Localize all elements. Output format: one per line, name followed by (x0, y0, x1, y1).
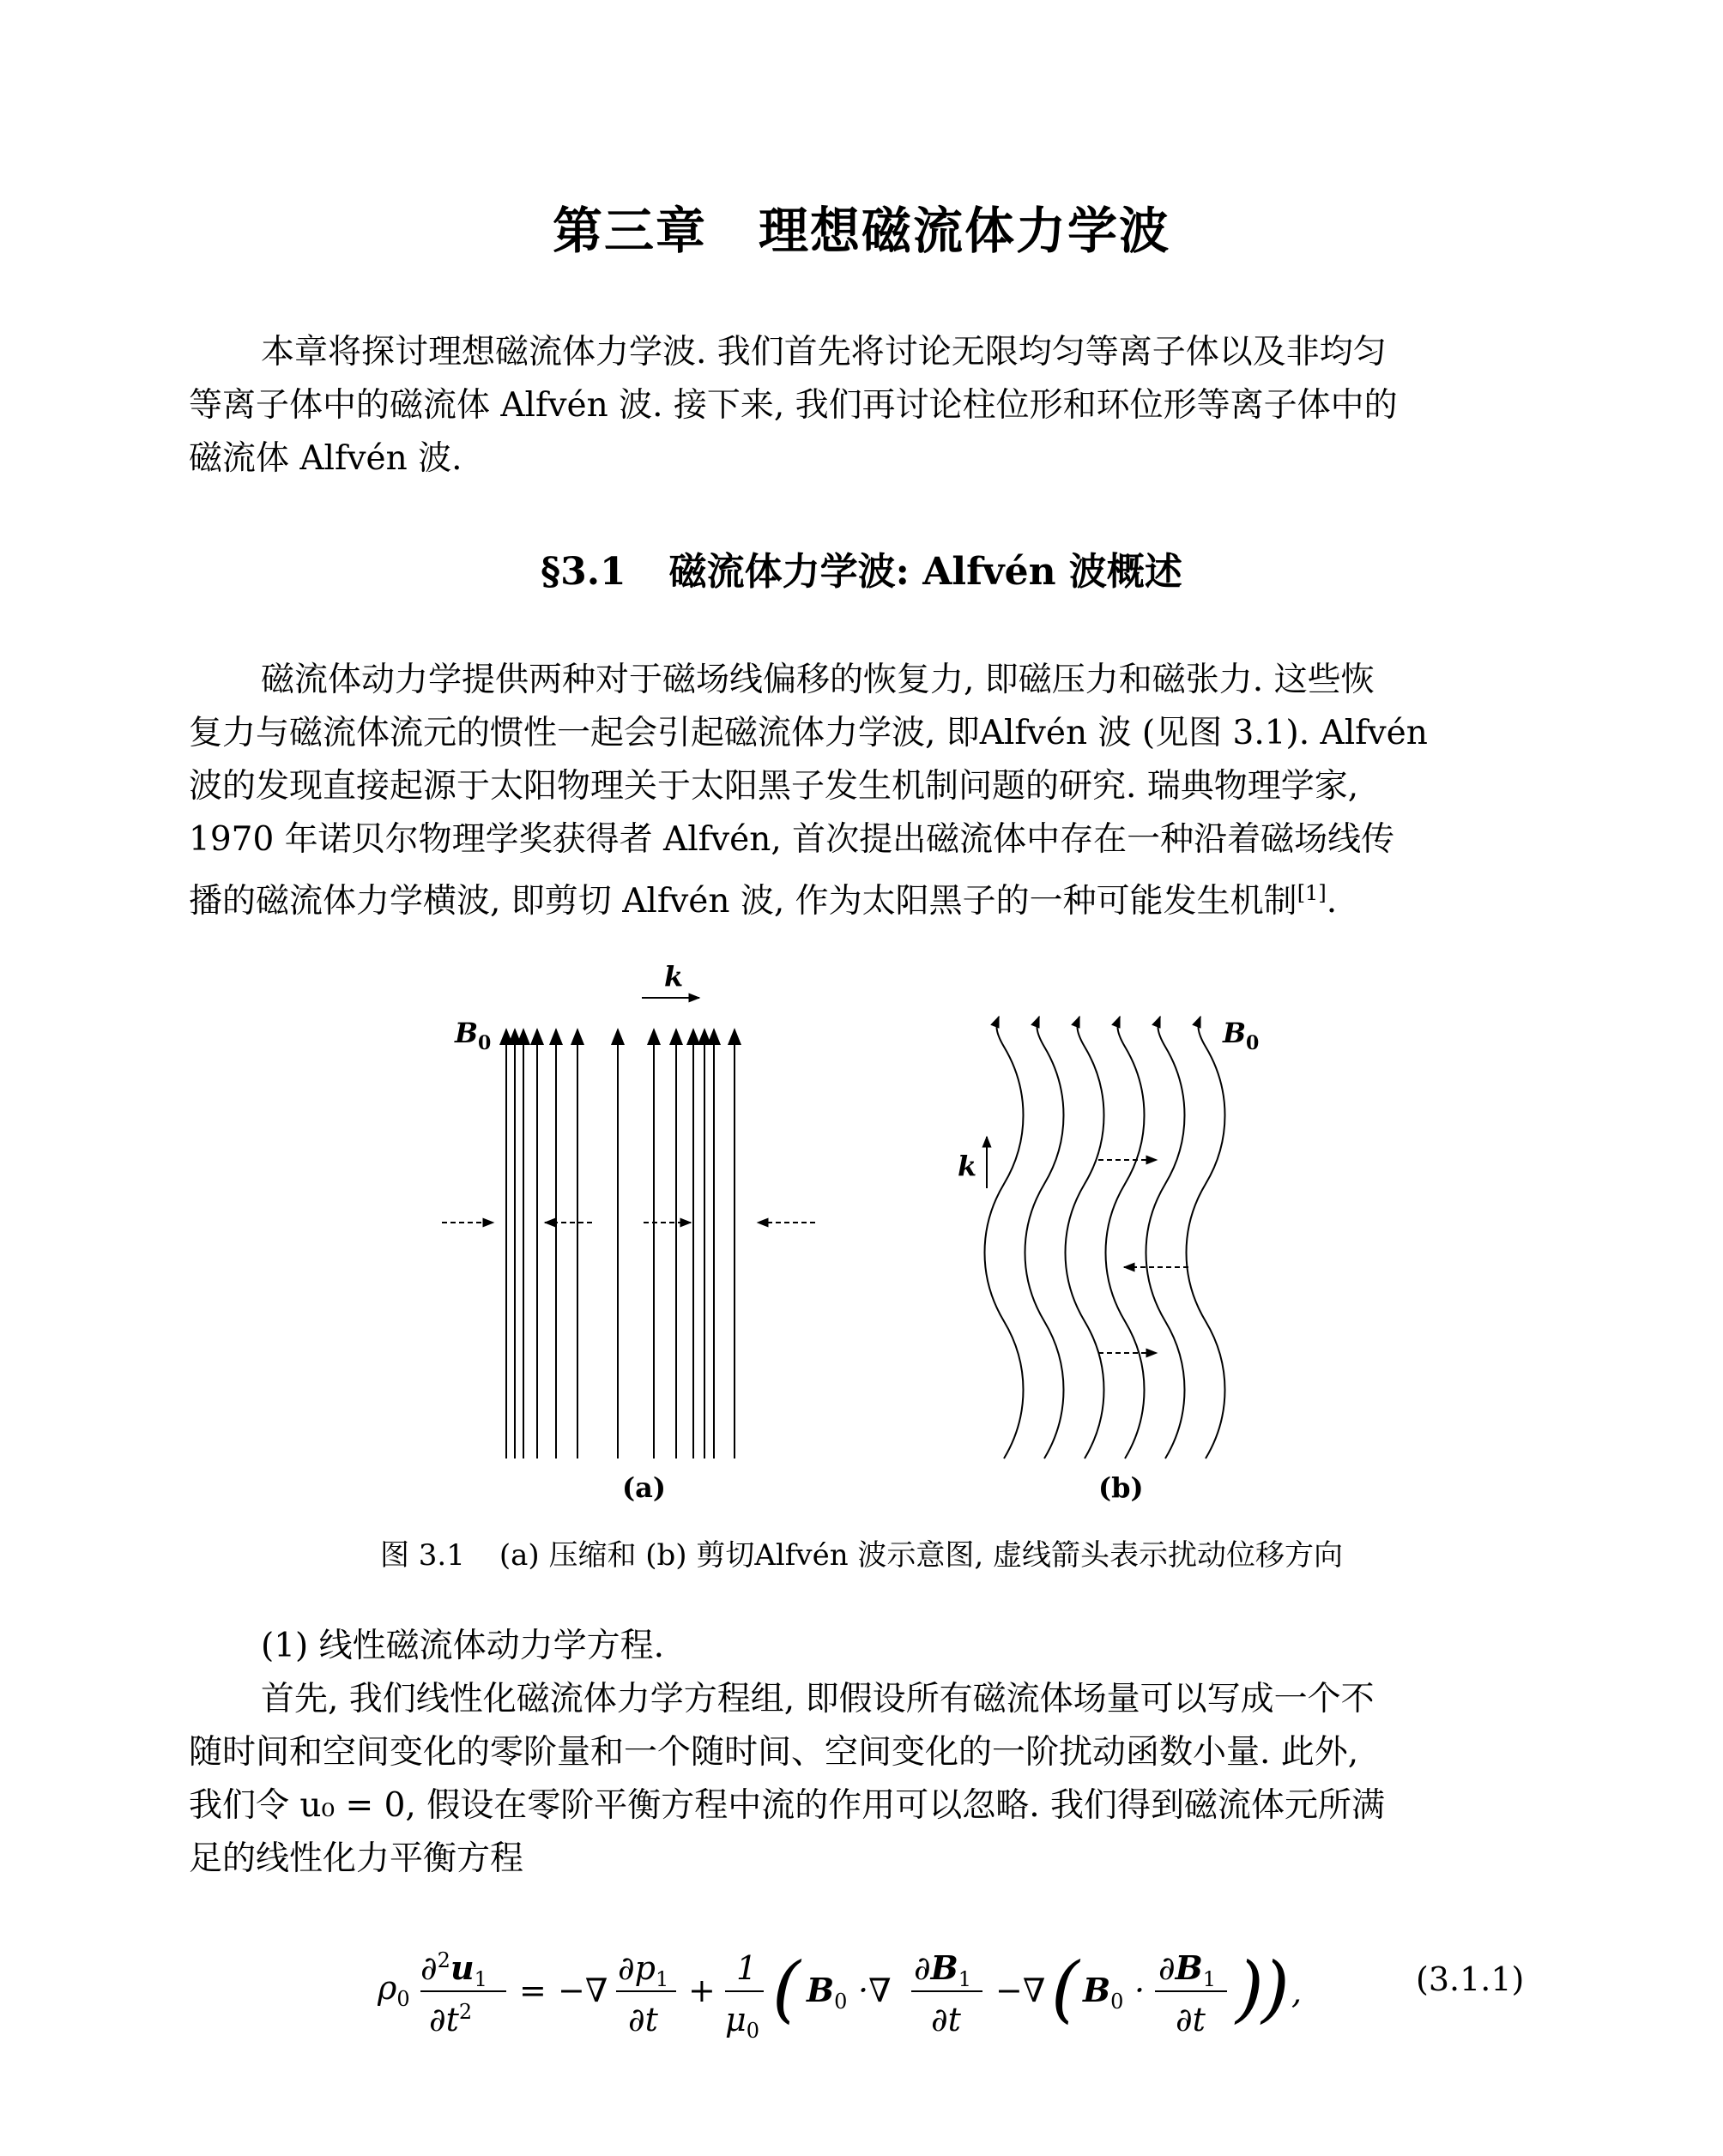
wavy-field-line (1146, 1017, 1185, 1458)
subsection-heading: (1) 线性磁流体动力学方程. (261, 1627, 665, 1665)
caption-text: (a) 压缩和 (b) 剪切Alfvén 波示意图, 虚线箭头表示扰动位移方向 (499, 1538, 1344, 1573)
chapter-title (0, 190, 1723, 263)
intro-line: 本章将探讨理想磁流体力学波. 我们首先将讨论无限均匀等离子体以及非均匀 (261, 333, 1387, 371)
svg-text:): ) (1261, 1947, 1290, 2031)
panel-b-label: (b) (1098, 1471, 1144, 1504)
svg-text:∂2u1: $\partial^2u_1$ (420, 1948, 487, 1991)
paragraph-line: 复力与磁流体流元的惯性一起会引起磁流体力学波, 即Alfvén 波 (见图 3.1). Alfvén (189, 714, 1428, 752)
b0-label-a: $B_0$ (455, 1017, 492, 1054)
svg-text:∂t: ∂t (628, 2001, 658, 2038)
svg-text:·: · (1134, 1972, 1146, 2009)
svg-text:∂B1: $\partial B_1$ (1158, 1948, 1217, 1991)
chapter-label: 第三章 (552, 202, 707, 260)
panel-b-k-arrow (958, 1137, 987, 1188)
equation-number: (3.1.1) (1416, 1960, 1525, 1998)
panel-a (506, 1030, 735, 1458)
citation: [1] (1297, 881, 1327, 905)
section-title (0, 541, 1723, 595)
svg-text:−∇: −∇ (558, 1972, 608, 2009)
paragraph-line: 足的线性化力平衡方程 (189, 1839, 524, 1878)
paragraph-line: 1970 年诺贝尔物理学奖获得者 Alfvén, 首次提出磁流体中存在一种沿着磁场线传 (189, 820, 1395, 859)
svg-text:+: + (688, 1972, 716, 2009)
svg-text:∂t: ∂t (1176, 2001, 1206, 2038)
figure-3-1 (412, 948, 1287, 1514)
k-label-a: k (664, 960, 684, 993)
intro-line: 磁流体 Alfvén 波. (189, 439, 462, 478)
paragraph-line-text: 播的磁流体力学横波, 即剪切 Alfvén 波, 作为太阳黑子的一种可能发生机制 (189, 882, 1297, 921)
svg-text:=: = (519, 1972, 547, 2009)
svg-text:(: ( (1051, 1947, 1079, 2031)
k-label-b: k (958, 1150, 977, 1182)
wavy-field-line (1025, 1017, 1064, 1458)
intro-line: 等离子体中的磁流体 Alfvén 波. 接下来, 我们再讨论柱位形和环位形等离子体中的 (189, 386, 1398, 425)
svg-text:−∇: −∇ (995, 1972, 1046, 2009)
svg-text:∂B1: $\partial B_1$ (914, 1948, 972, 1991)
svg-text:·∇: ·∇ (858, 1972, 892, 2009)
svg-text:∂t2: $\partial t^2$ (429, 2000, 473, 2038)
paragraph-line (189, 867, 1517, 928)
paragraph-line: 波的发现直接起源于太阳物理关于太阳黑子发生机制问题的研究. 瑞典物理学家, (189, 767, 1359, 806)
paragraph-line: 我们令 u₀ = 0, 假设在零阶平衡方程中流的作用可以忽略. 我们得到磁流体元所满 (189, 1786, 1386, 1825)
panel-a-label: (a) (622, 1471, 667, 1504)
paragraph-line: 首先, 我们线性化磁流体力学方程组, 即假设所有磁流体场量可以写成一个不 (261, 1680, 1375, 1718)
paragraph-line: 随时间和空间变化的零阶量和一个随时间、空间变化的一阶扰动函数小量. 此外, (189, 1733, 1359, 1772)
caption-number: 图 3.1 (379, 1538, 465, 1573)
svg-text:ρ0: $\rho_0$ (378, 1969, 410, 2011)
svg-text:B0: $B_0$ (807, 1971, 848, 2014)
svg-text:∂p1: $\partial p_1$ (618, 1949, 669, 1991)
b0-label-b: $B_0$ (1223, 1017, 1260, 1054)
panel-b (985, 1017, 1225, 1458)
wavy-field-line (985, 1017, 1024, 1458)
intro-paragraph (189, 326, 1517, 486)
svg-text:μ0: $\mu_0$ (725, 2001, 759, 2043)
panel-a-k-arrow (642, 960, 699, 998)
wavy-field-line (1066, 1017, 1104, 1458)
paragraph-alfven-intro (189, 654, 1517, 928)
section-name: 磁流体力学波: Alfvén 波概述 (668, 550, 1182, 594)
wavy-field-line (1106, 1017, 1145, 1458)
svg-text:): ) (1236, 1947, 1264, 2031)
svg-text:1: 1 (736, 1949, 758, 1987)
paragraph-line: 磁流体动力学提供两种对于磁场线偏移的恢复力, 即磁压力和磁张力. 这些恢 (261, 661, 1375, 699)
equation-3-1-1 (378, 1926, 1519, 2055)
paragraph-end: . (1326, 882, 1338, 921)
chapter-name: 理想磁流体力学波 (759, 202, 1171, 260)
panel-b-displacement-arrows (1098, 1160, 1188, 1353)
wavy-field-line (1187, 1017, 1225, 1458)
svg-text:(: ( (772, 1947, 801, 2031)
section-number: §3.1 (541, 550, 626, 594)
svg-text:∂t: ∂t (931, 2001, 961, 2038)
paragraph-linear-mhd (189, 1620, 1517, 1886)
svg-text:B0: $B_0$ (1083, 1971, 1124, 2014)
svg-text:,: , (1291, 1973, 1303, 2011)
figure-caption (0, 1531, 1723, 1573)
